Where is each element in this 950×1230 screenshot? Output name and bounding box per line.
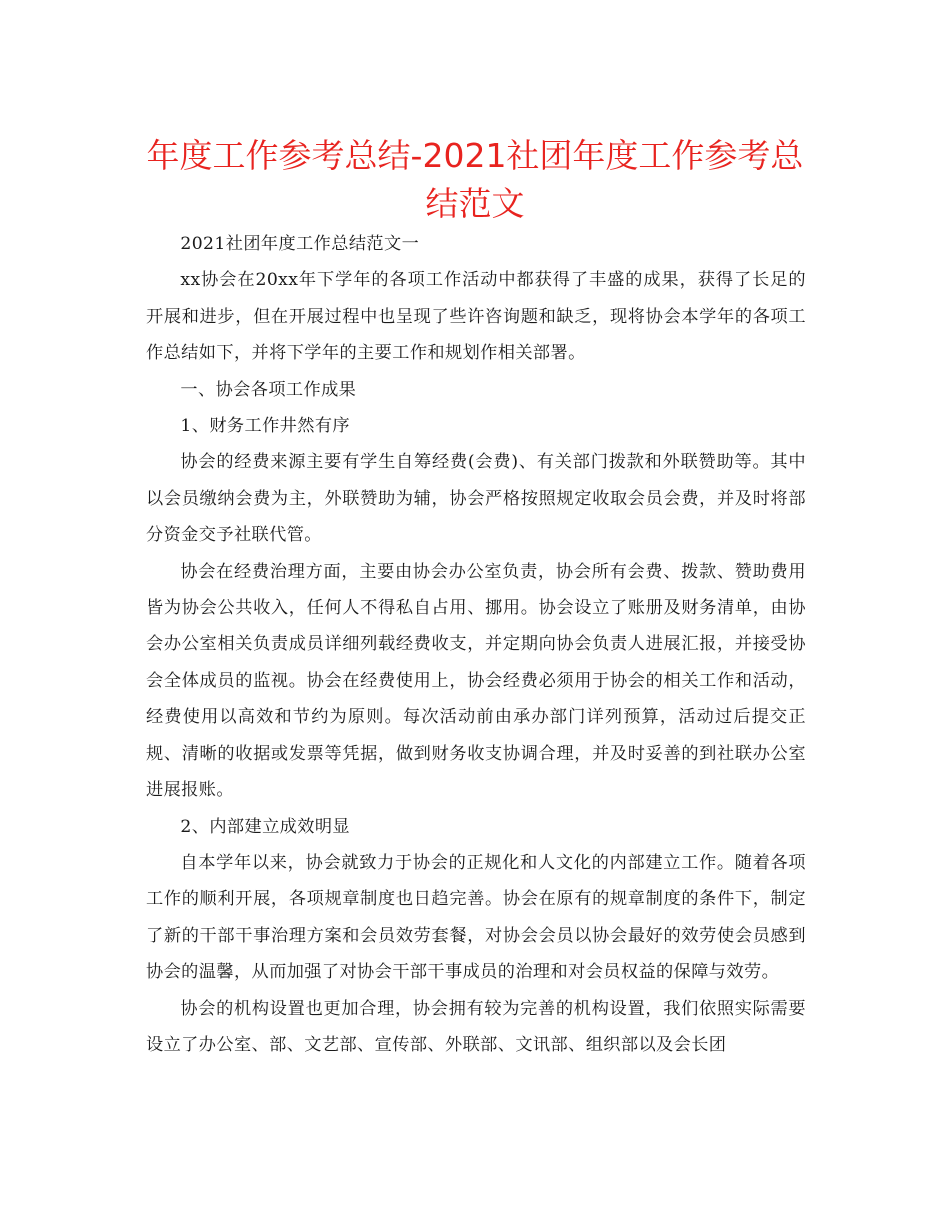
- subsection-heading-internal: 2、内部建立成效明显: [180, 816, 351, 837]
- paragraph-organization-structure: 协会的机构设置也更加合理，协会拥有较为完善的机构设置，我们依照实际需要设立了办公室、部、文艺部、宣传部、外联部、文讯部、组织部以及会长团: [146, 998, 806, 1055]
- paragraph-subtitle: 2021社团年度工作总结范文一: [180, 234, 420, 254]
- paragraph-funding-sources: 协会的经费来源主要有学生自筹经费(会费)、有关部门拨款和外联赞助等。其中以会员缴纳会费为主，外联赞助为辅，协会严格按照规定收取会员会费，并及时将部分资金交予社联代管。: [146, 452, 806, 546]
- document-title: 年度工作参考总结-2021社团年度工作参考总结范文: [146, 136, 804, 223]
- paragraph-funding-management: 协会在经费治理方面，主要由协会办公室负责，协会所有会费、拨款、赞助费用皆为协会公共收入，任何人不得私自占用、挪用。协会设立了账册及财务清单，由协会办公室相关负责成员详细列载经费收支，并定期向协会负责人进展汇报，并接受协会全体成员的监视。协会在经费使用上，协会经费必须用于协会的相关工作和活动，经费使用以高效和节约为原则。每次活动前由承办部门详列预算，活动过后提交正规、清晰的收据或发票等凭据，做到财务收支协调合理，并及时妥善的到社联办公室进展报账。: [146, 561, 806, 801]
- paragraph-intro: xx协会在20xx年下学年的各项工作活动中都获得了丰盛的成果，获得了长足的开展和进步，但在开展过程中也呈现了些许咨询题和缺乏，现将协会本学年的各项工作总结如下，并将下学年的主要工作和规划作相关部署。: [146, 270, 806, 364]
- subsection-heading-finance: 1、财务工作井然有序: [180, 416, 351, 437]
- section-heading-achievements: 一、协会各项工作成果: [180, 379, 357, 400]
- paragraph-internal-construction: 自本学年以来，协会就致力于协会的正规化和人文化的内部建立工作。随着各项工作的顺利开展，各项规章制度也日趋完善。协会在原有的规章制度的条件下，制定了新的干部干事治理方案和会员效劳套餐，对协会会员以协会最好的效劳使会员感到协会的温馨，从而加强了对协会干部干事成员的治理和对会员权益的保障与效劳。: [146, 852, 806, 983]
- document-body: [146, 226, 806, 1063]
